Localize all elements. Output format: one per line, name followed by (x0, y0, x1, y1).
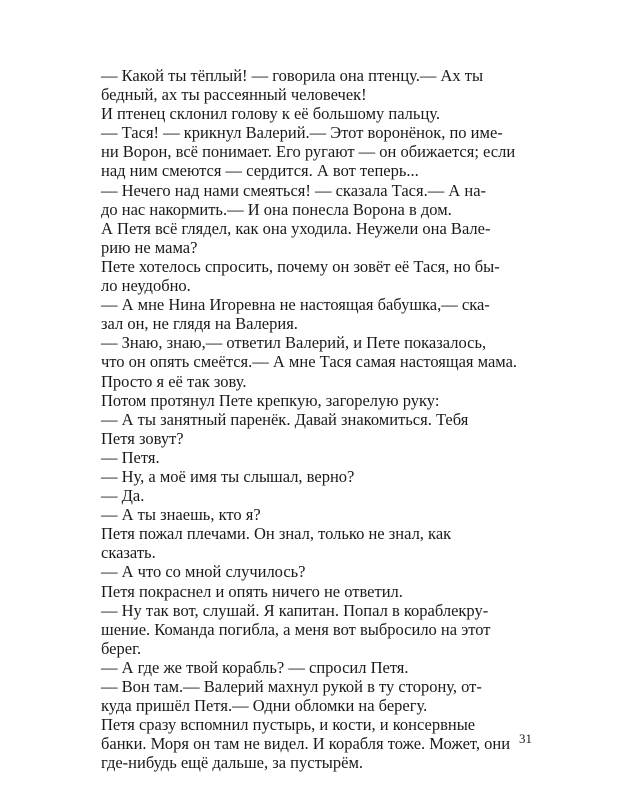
text-line: — Нечего над нами смеяться! — сказала Тася.— А на- (101, 180, 487, 200)
text-line: ни Ворон, всё понимает. Его ругают — он обижается; если (101, 142, 516, 162)
text-line: Просто я её так зову. (101, 371, 247, 391)
page-number: 31 (519, 731, 532, 746)
text-line: куда пришёл Петя.— Одни обломки на берегу. (101, 696, 428, 716)
text-line: рию не мама? (101, 237, 198, 257)
text-line: — А где же твой корабль? — спросил Петя. (101, 657, 409, 677)
text-line: — Тася! — крикнул Валерий.— Этот воронёнок, по име- (101, 123, 503, 143)
text-line: что он опять смеётся.— А мне Тася самая настоящая мама. (101, 352, 518, 372)
text-line: Петя пожал плечами. Он знал, только не знал, как (101, 524, 452, 544)
text-line: — Знаю, знаю,— ответил Валерий, и Пете показалось, (101, 333, 487, 353)
text-line: над ним смеются — сердится. А вот теперь... (101, 161, 419, 181)
text-line: — А ты знаешь, кто я? (101, 505, 261, 525)
text-line: — Ну так вот, слушай. Я капитан. Попал в кораблекру- (101, 600, 489, 620)
text-line: И птенец склонил голову к её большому пальцу. (101, 104, 440, 124)
text-line: до нас накормить.— И она понесла Ворона в дом. (101, 199, 452, 219)
text-line: сказать. (101, 543, 156, 563)
text-line: Пете хотелось спросить, почему он зовёт её Тася, но бы- (101, 256, 500, 276)
text-line: — Какой ты тёплый! — говорила она птенцу.— Ах ты (101, 66, 484, 85)
text-line: Петя покраснел и опять ничего не ответил. (101, 581, 403, 601)
text-line: ло неудобно. (101, 276, 191, 296)
text-line: — Вон там.— Валерий махнул рукой в ту сторону, от- (101, 677, 482, 696)
text-line: — Ну, а моё имя ты слышал, верно? (101, 466, 355, 486)
text-line: — А что со мной случилось? (101, 562, 306, 582)
text-line: где-нибудь ещё дальше, за пустырём. (101, 753, 364, 773)
text-line: Петя зовут? (101, 428, 184, 448)
text-line: бедный, ах ты рассеянный человечек! (101, 85, 367, 105)
text-line: шение. Команда погибла, а меня вот выбросило на этот (101, 619, 491, 639)
text-line: — Петя. (101, 447, 160, 467)
body-text (101, 66, 567, 772)
text-line: — А ты занятный паренёк. Давай знакомиться. Тебя (101, 409, 469, 429)
text-line: берег. (101, 638, 142, 658)
text-line: Потом протянул Пете крепкую, загорелую руку: (101, 390, 440, 410)
text-line: Петя сразу вспомнил пустырь, и кости, и консервные (101, 715, 476, 735)
text-line: А Петя всё глядел, как она уходила. Неужели она Вале- (101, 218, 491, 238)
text-line: — А мне Нина Игоревна не настоящая бабушка,— ска- (101, 295, 490, 315)
text-line: зал он, не глядя на Валерия. (101, 314, 298, 334)
text-line: — Да. (101, 486, 145, 506)
text-line: банки. Моря он там не видел. И корабля тоже. Может, они (101, 734, 511, 754)
